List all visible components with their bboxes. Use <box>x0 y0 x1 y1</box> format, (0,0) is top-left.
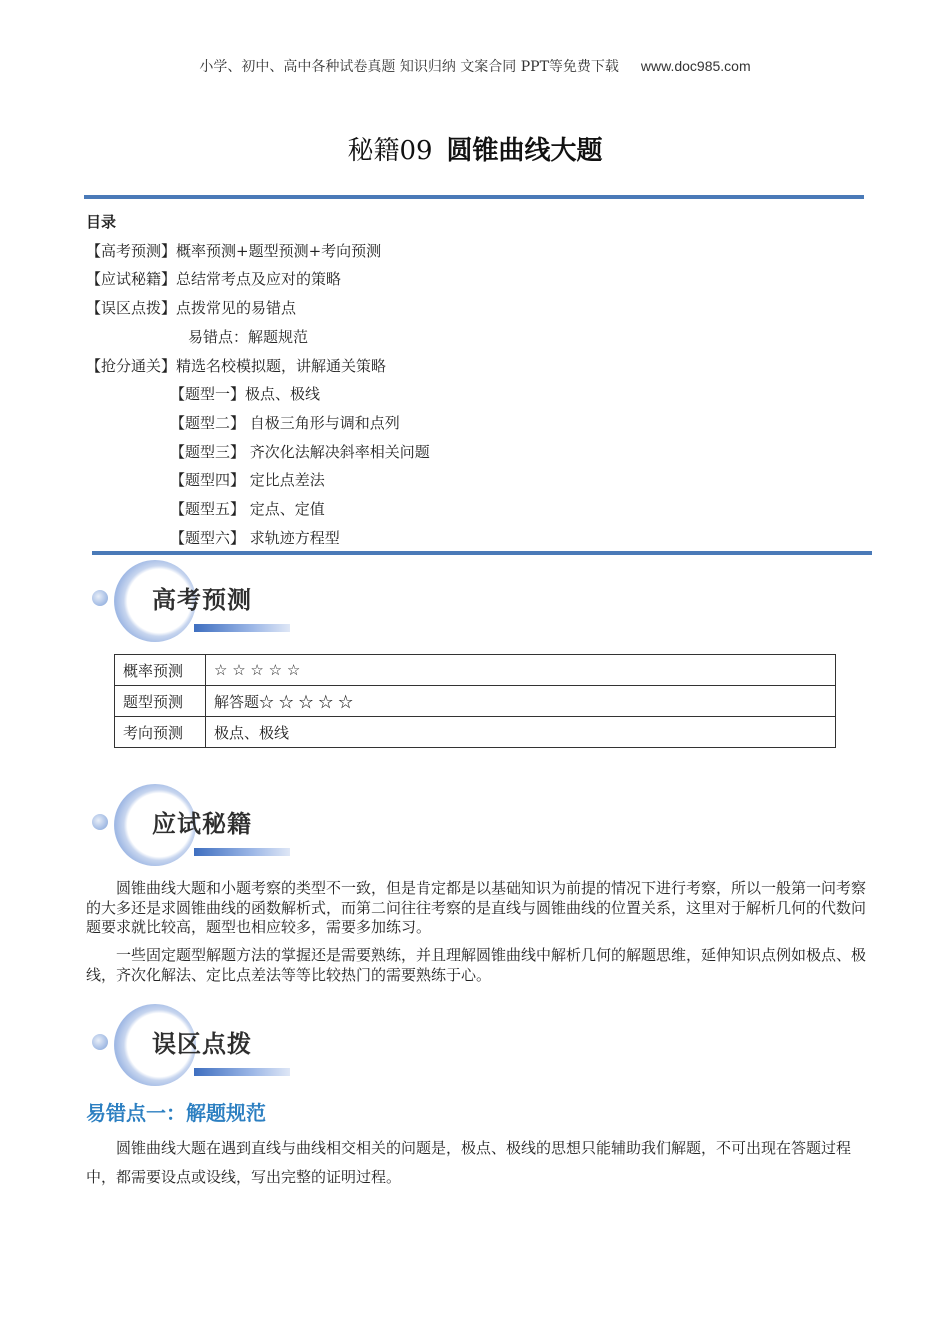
title-main: 圆锥曲线大题 <box>446 136 603 166</box>
toc-item-mistake-1[interactable]: 易错点：解题规范 <box>188 327 309 346</box>
divider-toc <box>92 551 872 555</box>
table-value: 极点、极线 <box>206 717 836 748</box>
section-title-prediction: 高考预测 <box>152 586 252 614</box>
section-banner-mistakes <box>90 1000 300 1090</box>
section-banner-prediction <box>90 556 300 646</box>
page-title <box>0 130 950 167</box>
table-key: 考向预测 <box>115 717 206 748</box>
toc-item-tips[interactable]: 【应试秘籍】总结常考点及应对的策略 <box>86 270 342 289</box>
table-key: 题型预测 <box>115 686 206 717</box>
table-value: ☆ ☆ ☆ ☆ ☆ <box>206 655 836 686</box>
banner-dot-icon <box>92 1034 108 1050</box>
toc-item-mistakes[interactable]: 【误区点拨】点拨常见的易错点 <box>86 299 297 318</box>
banner-dot-icon <box>92 590 108 606</box>
section-title-tips: 应试秘籍 <box>152 810 252 838</box>
toc-item-prediction[interactable]: 【高考预测】概率预测+题型预测+考向预测 <box>86 241 382 260</box>
toc-heading: 目录 <box>86 213 117 231</box>
title-prefix: 秘籍09 <box>347 136 433 166</box>
toc-item-type-2[interactable]: 【题型二】 自极三角形与调和点列 <box>170 413 400 432</box>
header-site-link[interactable]: www.doc985.com <box>640 58 751 74</box>
divider-top <box>84 195 864 199</box>
mistake-title: 易错点一：解题规范 <box>86 1101 266 1125</box>
banner-dot-icon <box>92 814 108 830</box>
header-text: 小学、初中、高中各种试卷真题 知识归纳 文案合同 PPT等免费下载 <box>199 59 619 75</box>
table-key: 概率预测 <box>115 655 206 686</box>
section-title-mistakes: 误区点拨 <box>152 1030 252 1058</box>
toc-item-type-6[interactable]: 【题型六】 求轨迹方程型 <box>170 528 340 547</box>
table-row <box>115 686 836 717</box>
toc-item-type-4[interactable]: 【题型四】 定比点差法 <box>170 471 325 490</box>
banner-bar <box>194 624 290 632</box>
tips-paragraph-1: 圆锥曲线大题和小题考察的类型不一致，但是肯定都是以基础知识为前提的情况下进行考察，所以一般第一问考察的大多还是求圆锥曲线的函数解析式，而第二问往往考察的是直线与圆锥曲线的位置关系，这里对于解析几何的代数问题要求就比较高，题型也相应较多，需要多加练习。 <box>86 879 867 936</box>
toc-item-type-5[interactable]: 【题型五】 定点、定值 <box>170 500 325 519</box>
toc-item-type-3[interactable]: 【题型三】 齐次化法解决斜率相关问题 <box>170 442 430 461</box>
toc-item-type-1[interactable]: 【题型一】极点、极线 <box>170 385 321 404</box>
mistake-paragraph: 圆锥曲线大题在遇到直线与曲线相交相关的问题是，极点、极线的思想只能辅助我们解题，不可出现在答题过程中，都需要设点或设线，写出完整的证明过程。 <box>86 1139 852 1186</box>
tips-paragraph-2: 一些固定题型解题方法的掌握还是需要熟练，并且理解圆锥曲线中解析几何的解题思维，延伸知识点例如极点、极线，齐次化解法、定比点差法等等比较热门的需要熟练于心。 <box>86 946 867 984</box>
table-value: 解答题☆ ☆ ☆ ☆ ☆ <box>206 686 836 717</box>
prediction-table <box>114 654 836 748</box>
toc-item-practice[interactable]: 【抢分通关】精选名校模拟题，讲解通关策略 <box>86 356 387 375</box>
table-row <box>115 655 836 686</box>
section-banner-tips <box>90 780 300 870</box>
table-of-contents <box>86 208 886 552</box>
page-header <box>0 56 950 76</box>
banner-bar <box>194 848 290 856</box>
banner-bar <box>194 1068 290 1076</box>
table-row <box>115 717 836 748</box>
